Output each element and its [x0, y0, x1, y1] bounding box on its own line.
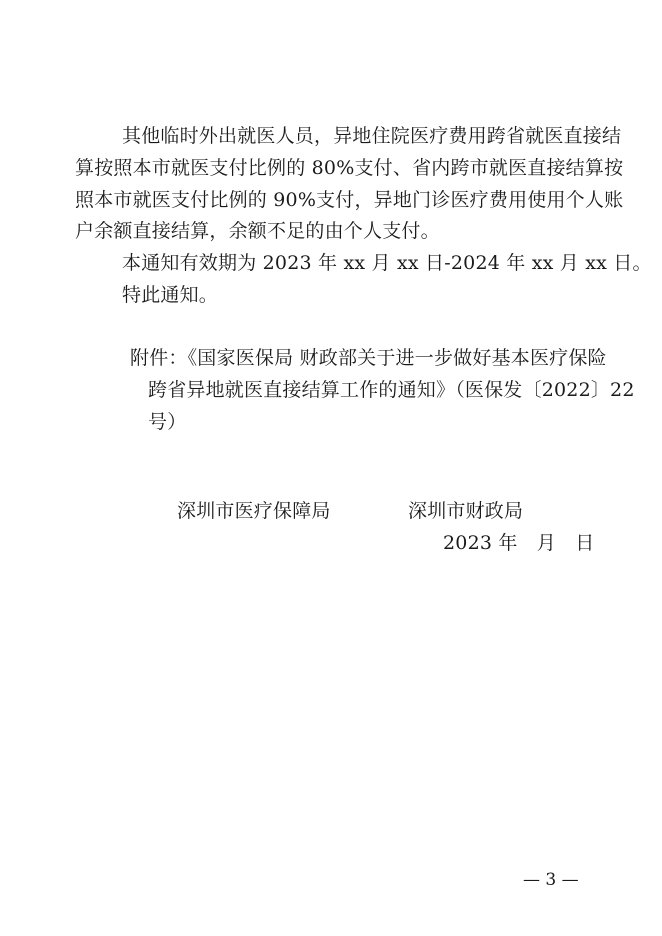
notice-closing-text: 特此通知。 — [122, 284, 219, 306]
signature-date: 2023 年 月 日 — [443, 532, 595, 554]
body-paragraph-1-line-2: 算按照本市就医支付比例的 80%支付、省内跨市就医直接结算按 — [75, 157, 624, 179]
issuer-finance-bureau: 深圳市财政局 — [408, 500, 524, 522]
body-paragraph-1-line-3: 照本市就医支付比例的 90%支付，异地门诊医疗费用使用个人账 — [75, 189, 624, 211]
issuer-medical-security-bureau: 深圳市医疗保障局 — [177, 500, 331, 522]
attachment-line-3: 号） — [148, 411, 187, 433]
body-paragraph-1-line-4: 户余额直接结算，余额不足的由个人支付。 — [75, 220, 440, 242]
attachment-line-1: 附件：《国家医保局 财政部关于进一步做好基本医疗保险 — [130, 347, 607, 369]
page-number: — 3 — — [523, 870, 579, 890]
attachment-line-2: 跨省异地就医直接结算工作的通知》（医保发〔2022〕22 — [148, 379, 635, 401]
body-paragraph-1-line-1: 其他临时外出就医人员，异地住院医疗费用跨省就医直接结 — [122, 125, 622, 147]
validity-period-text: 本通知有效期为 2023 年 xx 月 xx 日-2024 年 xx 月 xx 日。 — [122, 252, 652, 274]
